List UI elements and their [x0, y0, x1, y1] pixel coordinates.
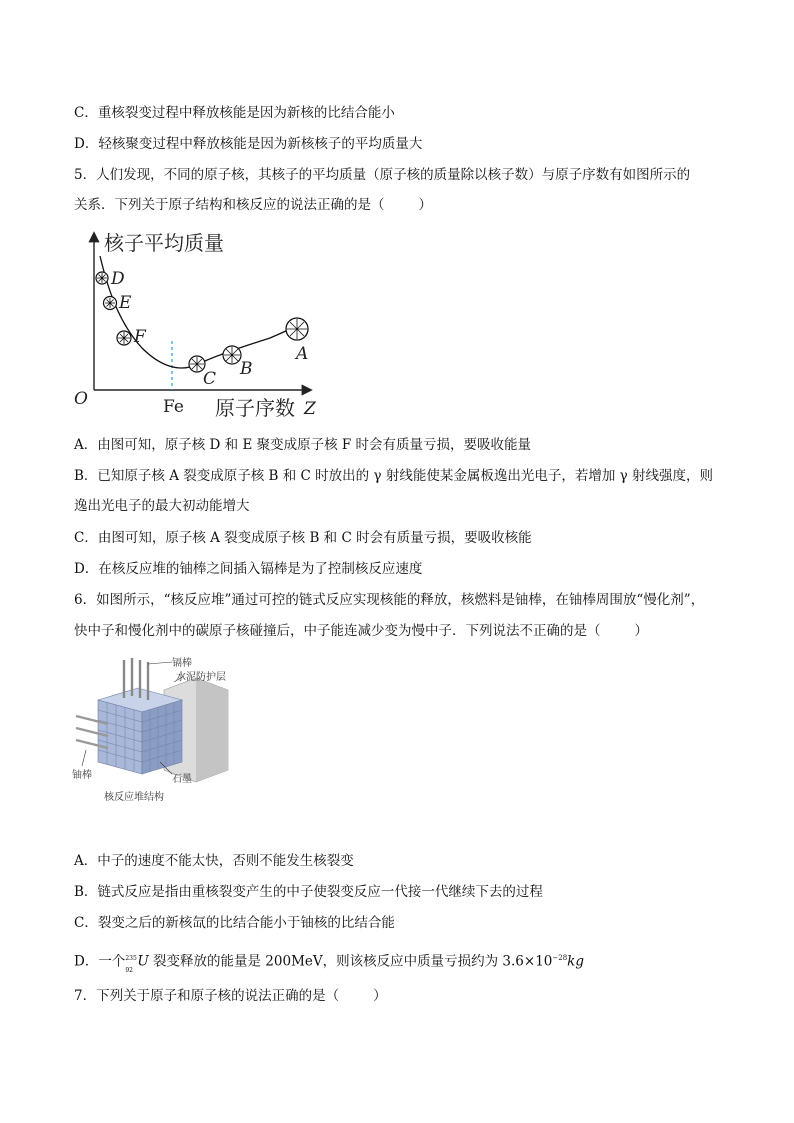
- q5-option-b-line2: 逸出光电子的最大初动能增大: [74, 498, 250, 514]
- q5-option-d: D．在核反应堆的铀棒之间插入镉棒是为了控制核反应速度: [74, 561, 423, 577]
- q6-stem-line1: 6．如图所示，“核反应堆”通过可控的链式反应实现核能的释放，核燃料是铀棒，在铀棒周围放“慢化剂”，: [74, 592, 705, 608]
- q6-option-c: C．裂变之后的新核氙的比结合能小于铀核的比结合能: [74, 915, 395, 931]
- q4-option-d: D．轻核聚变过程中释放核能是因为新核核子的平均质量大: [74, 136, 423, 152]
- label-graphite: 石墨: [172, 774, 192, 785]
- q5-stem-line1: 5．人们发现，不同的原子核，其核子的平均质量（原子核的质量除以核子数）与原子序数有如图所示的: [74, 167, 691, 183]
- reactor-structure-figure: [68, 652, 268, 812]
- q7-stem: [74, 987, 387, 1005]
- q6-option-d-prefix: D．一个: [74, 953, 126, 970]
- unit: kg: [567, 953, 584, 970]
- q6-stem-close: ）: [634, 623, 648, 639]
- q6-option-a: A．中子的速度不能太快，否则不能发生核裂变: [74, 853, 354, 869]
- uranium-symbol: U: [137, 953, 149, 970]
- nucleus-e: [104, 297, 117, 310]
- q7-stem-text: 7．下列关于原子和原子核的说法正确的是（: [74, 988, 340, 1004]
- nucleus-d: [96, 272, 108, 284]
- q5-stem-close: ）: [418, 197, 432, 213]
- q6-stem-text: 快中子和慢化剂中的碳原子核碰撞后，中子能连减少变为慢中子．下列说法不正确的是（: [74, 623, 601, 639]
- point-label-e: E: [119, 293, 132, 313]
- x-axis-label: 原子序数: [215, 396, 295, 420]
- point-label-d: D: [111, 269, 125, 289]
- x-axis-symbol: Z: [304, 399, 316, 419]
- origin-label: O: [74, 389, 88, 409]
- atomic-number: 92: [125, 966, 133, 974]
- label-uranium-rod: 铀棒: [72, 770, 92, 781]
- fe-label: Fe: [163, 397, 184, 417]
- q7-stem-close: ）: [373, 988, 387, 1004]
- label-cadmium-rod: 镉棒: [172, 658, 192, 669]
- q4-option-c: C．重核裂变过程中释放核能是因为新核的比结合能小: [74, 105, 395, 121]
- point-label-a: A: [296, 344, 309, 364]
- nucleus-b: [223, 346, 241, 364]
- mass-number: 235: [125, 954, 137, 962]
- q6-option-d: [74, 949, 584, 974]
- point-label-c: C: [203, 369, 217, 389]
- uranium-nuclide: [125, 954, 137, 974]
- y-axis-label: 核子平均质量: [104, 231, 224, 255]
- q6-option-d-text: 裂变释放的能量是 200MeV，则该核反应中质量亏损约为 3.6×10: [148, 953, 553, 970]
- point-label-b: B: [240, 359, 253, 379]
- q5-option-b-line1: B．已知原子核 A 裂变成原子核 B 和 C 时放出的 γ 射线能使某金属板逸出光电子，若增加 γ 射线强度，则: [74, 468, 713, 484]
- nucleus-f: [117, 331, 131, 345]
- point-label-f: F: [134, 327, 146, 347]
- graphite-block: [98, 688, 182, 774]
- q5-stem-text: 关系．下列关于原子结构和核反应的说法正确的是（: [74, 197, 385, 213]
- q5-option-a: A．由图可知，原子核 D 和 E 聚变成原子核 F 时会有质量亏损，要吸收能量: [74, 437, 532, 453]
- q6-stem-line2: [74, 622, 648, 640]
- q5-stem-line2: [74, 196, 432, 214]
- q5-option-c: C．由图可知，原子核 A 裂变成原子核 B 和 C 时会有质量亏损，要吸收核能: [74, 530, 532, 546]
- q5-binding-curve-chart: [70, 228, 330, 420]
- nucleus-a: [286, 318, 308, 340]
- figure-caption: 核反应堆结构: [104, 792, 164, 803]
- label-cement-layer: 水泥防护层: [176, 672, 226, 683]
- exponent: −28: [552, 954, 568, 962]
- q6-option-b: B．链式反应是指由重核裂变产生的中子使裂变反应一代接一代继续下去的过程: [74, 884, 543, 900]
